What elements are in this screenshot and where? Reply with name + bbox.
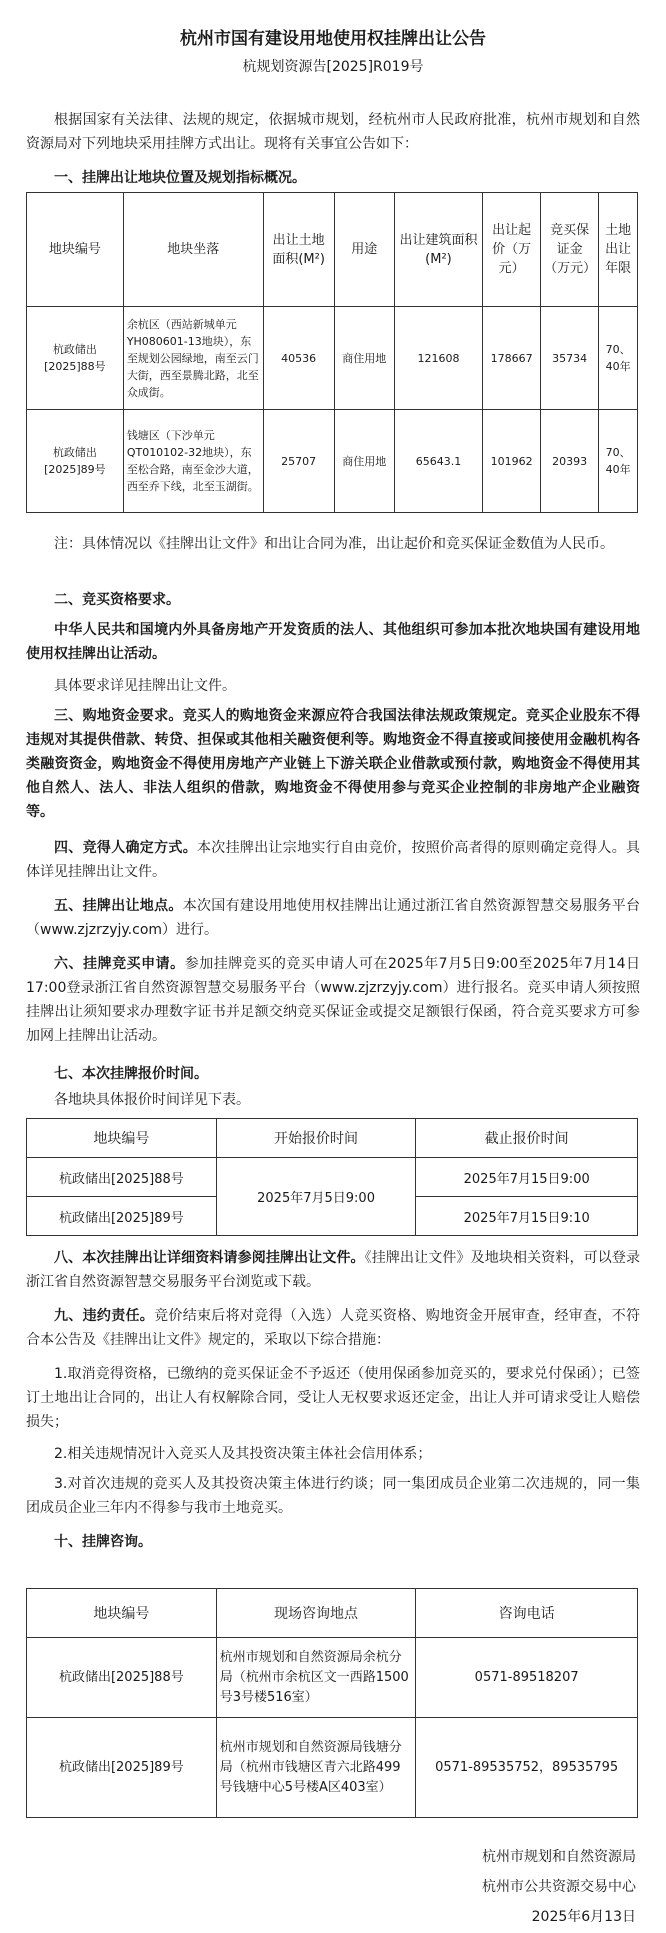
col-header-code: 地块编号 bbox=[27, 1119, 217, 1158]
section-8-paragraph bbox=[26, 1246, 640, 1294]
section-2-heading: 二、竞买资格要求。 bbox=[54, 592, 180, 608]
section-5-heading: 五、挂牌出让地点。 bbox=[54, 898, 183, 914]
parcel-code: 杭政储出[2025]89号 bbox=[27, 410, 124, 513]
section-10-heading: 十、挂牌咨询。 bbox=[54, 1534, 152, 1550]
col-header-location: 地块坐落 bbox=[123, 193, 263, 307]
list-item: 3.对首次违规的竞买人及其投资决策主体进行约谈；同一集团成员企业第二次违规的，同一集团成员企业三年内不得参与我市土地竞买。 bbox=[26, 1476, 640, 1516]
col-header-term: 土地出让年限 bbox=[599, 193, 638, 307]
col-header-deposit: 竞买保证金（万元） bbox=[541, 193, 599, 307]
document-title: 杭州市国有建设用地使用权挂牌出让公告 bbox=[180, 29, 486, 49]
section-4-text: 本次挂牌出让宗地实行自由竞价，按照价高者得的原则确定竞得人。具体详见挂牌出让文件。 bbox=[26, 840, 640, 880]
table-row bbox=[27, 410, 638, 513]
col-header-end-time: 截止报价时间 bbox=[416, 1119, 638, 1158]
parcel-term: 70、40年 bbox=[599, 307, 638, 410]
col-header-price: 出让起价（万元） bbox=[483, 193, 541, 307]
intro-paragraph: 根据国家有关法律、法规的规定，依据城市规划，经杭州市人民政府批准，杭州市规划和自然资源局对下列地块采用挂牌方式出让。现将有关事宜公告如下： bbox=[26, 112, 640, 152]
consult-place: 杭州市规划和自然资源局钱塘分局（杭州市钱塘区青六北路499号钱塘中心5号楼A区403室） bbox=[216, 1718, 416, 1818]
col-header-code: 地块编号 bbox=[27, 193, 124, 307]
end-time: 2025年7月15日9:10 bbox=[416, 1197, 638, 1236]
bidding-table-header bbox=[27, 1119, 638, 1158]
parcel-code: 杭政储出[2025]88号 bbox=[27, 307, 124, 410]
col-header-floor-area: 出让建筑面积(M²) bbox=[394, 193, 482, 307]
end-time: 2025年7月15日9:00 bbox=[416, 1158, 638, 1197]
section-4-heading: 四、竞得人确定方式。 bbox=[54, 840, 197, 856]
parcel-area: 40536 bbox=[263, 307, 334, 410]
col-header-phone: 咨询电话 bbox=[416, 1589, 638, 1638]
parcel-table-header bbox=[27, 193, 638, 307]
parcel-table bbox=[26, 192, 638, 513]
parcel-code: 杭政储出[2025]88号 bbox=[27, 1638, 217, 1718]
section-8-heading: 八、本次挂牌出让详细资料请参阅挂牌出让文件。 bbox=[54, 1250, 365, 1266]
section-4-paragraph bbox=[26, 836, 640, 884]
col-header-use: 用途 bbox=[334, 193, 394, 307]
section-6-heading: 六、挂牌竞买申请。 bbox=[54, 956, 185, 972]
section-6-paragraph bbox=[26, 952, 640, 1048]
parcel-floor-area: 121608 bbox=[394, 307, 482, 410]
section-7-heading: 七、本次挂牌报价时间。 bbox=[54, 1066, 208, 1082]
section-5-paragraph bbox=[26, 894, 640, 942]
parcel-deposit: 20393 bbox=[541, 410, 599, 513]
parcel-deposit: 35734 bbox=[541, 307, 599, 410]
parcel-floor-area: 65643.1 bbox=[394, 410, 482, 513]
parcel-code: 杭政储出[2025]89号 bbox=[27, 1718, 217, 1818]
parcel-location: 余杭区（西站新城单元YH080601-13地块），东至规划公园绿地，南至云门大街，西至景腾北路，北至众成街。 bbox=[123, 307, 263, 410]
section-8-text: 《挂牌出让文件》及地块相关资料，可以登录浙江省自然资源智慧交易服务平台浏览或下载。 bbox=[26, 1250, 641, 1290]
section-6-text: 参加挂牌竞买的竞买申请人可在2025年7月5日9:00至2025年7月14日17:00登录浙江省自然资源智慧交易服务平台（www.zjzrzyjy.com）进行报名。竞买申请人须按照挂牌出让须知要求办理数字证书并足额交纳竞买保证金或提交足额银行保函，符合竞买要求方可参加网上挂牌出让活动。 bbox=[26, 956, 641, 1044]
list-item: 1.取消竞得资格，已缴纳的竞买保证金不予返还（使用保函参加竞买的，要求兑付保函）；已签订土地出让合同的，出让人有权解除合同，受让人无权要求返还定金，出让人并可请求受让人赔偿损失； bbox=[26, 1366, 640, 1430]
col-header-place: 现场咨询地点 bbox=[216, 1589, 416, 1638]
parcel-price: 178667 bbox=[483, 307, 541, 410]
table-row bbox=[27, 1718, 638, 1818]
bidding-time-table bbox=[26, 1118, 638, 1236]
section-3-paragraph: 三、购地资金要求。竞买人的购地资金来源应符合我国法律法规政策规定。竞买企业股东不得违规对其提供借款、转贷、担保或其他相关融资便利等。购地资金不得直接或间接使用金融机构各类融资资金，购地资金不得使用房地产产业链上下游关联企业借款或预付款，购地资金不得使用其他自然人、法人、非法人组织的借款，购地资金不得使用参与竞买企业控制的非房地产企业融资等。 bbox=[26, 708, 640, 820]
consultation-table-header bbox=[27, 1589, 638, 1638]
table-row bbox=[27, 1638, 638, 1718]
section-9-text: 竞价结束后将对竞得（入选）人竞买资格、购地资金开展审查，经审查，不符合本公告及《挂牌出让文件》规定的，采取以下综合措施： bbox=[26, 1308, 641, 1348]
signature-block bbox=[336, 1842, 636, 1932]
section-5-text: 本次国有建设用地使用权挂牌出让通过浙江省自然资源智慧交易服务平台（www.zjzrzyjy.com）进行。 bbox=[26, 898, 641, 938]
consultation-table bbox=[26, 1588, 638, 1818]
section-2-requirement: 中华人民共和国境内外具备房地产开发资质的法人、其他组织可参加本批次地块国有建设用地使用权挂牌出让活动。 bbox=[26, 622, 640, 662]
section-2-detail: 具体要求详见挂牌出让文件。 bbox=[54, 678, 236, 694]
issuer-1: 杭州市规划和自然资源局 bbox=[482, 1849, 636, 1865]
section-7-intro: 各地块具体报价时间详见下表。 bbox=[54, 1092, 250, 1108]
parcel-code: 杭政储出[2025]89号 bbox=[27, 1197, 217, 1236]
document-number: 杭规划资源告[2025]R019号 bbox=[242, 59, 424, 75]
col-header-area: 出让土地面积(M²) bbox=[263, 193, 334, 307]
consult-phone: 0571-89518207 bbox=[416, 1638, 638, 1718]
col-header-start-time: 开始报价时间 bbox=[216, 1119, 416, 1158]
parcel-price: 101962 bbox=[483, 410, 541, 513]
table-row bbox=[27, 1158, 638, 1197]
parcel-location: 钱塘区（下沙单元QT010102-32地块），东至松合路，南至金沙大道，西至乔下线，北至玉湖街。 bbox=[123, 410, 263, 513]
parcel-use: 商住用地 bbox=[334, 410, 394, 513]
consult-phone: 0571-89535752，89535795 bbox=[416, 1718, 638, 1818]
parcel-term: 70、40年 bbox=[599, 410, 638, 513]
parcel-code: 杭政储出[2025]88号 bbox=[27, 1158, 217, 1197]
section-9-paragraph bbox=[26, 1304, 640, 1352]
issuer-2: 杭州市公共资源交易中心 bbox=[482, 1879, 636, 1895]
section-1-note: 注：具体情况以《挂牌出让文件》和出让合同为准，出让起价和竞买保证金数值为人民币。 bbox=[54, 536, 614, 552]
start-time: 2025年7月5日9:00 bbox=[216, 1158, 416, 1236]
issue-date: 2025年6月13日 bbox=[531, 1909, 636, 1925]
parcel-area: 25707 bbox=[263, 410, 334, 513]
consult-place: 杭州市规划和自然资源局余杭分局（杭州市余杭区文一西路1500号3号楼516室） bbox=[216, 1638, 416, 1718]
parcel-use: 商住用地 bbox=[334, 307, 394, 410]
section-9-heading: 九、违约责任。 bbox=[54, 1308, 155, 1324]
section-1-heading: 一、挂牌出让地块位置及规划指标概况。 bbox=[54, 170, 306, 186]
col-header-code: 地块编号 bbox=[27, 1589, 217, 1638]
list-item: 2.相关违规情况计入竞买人及其投资决策主体社会信用体系； bbox=[54, 1446, 432, 1462]
table-row bbox=[27, 307, 638, 410]
